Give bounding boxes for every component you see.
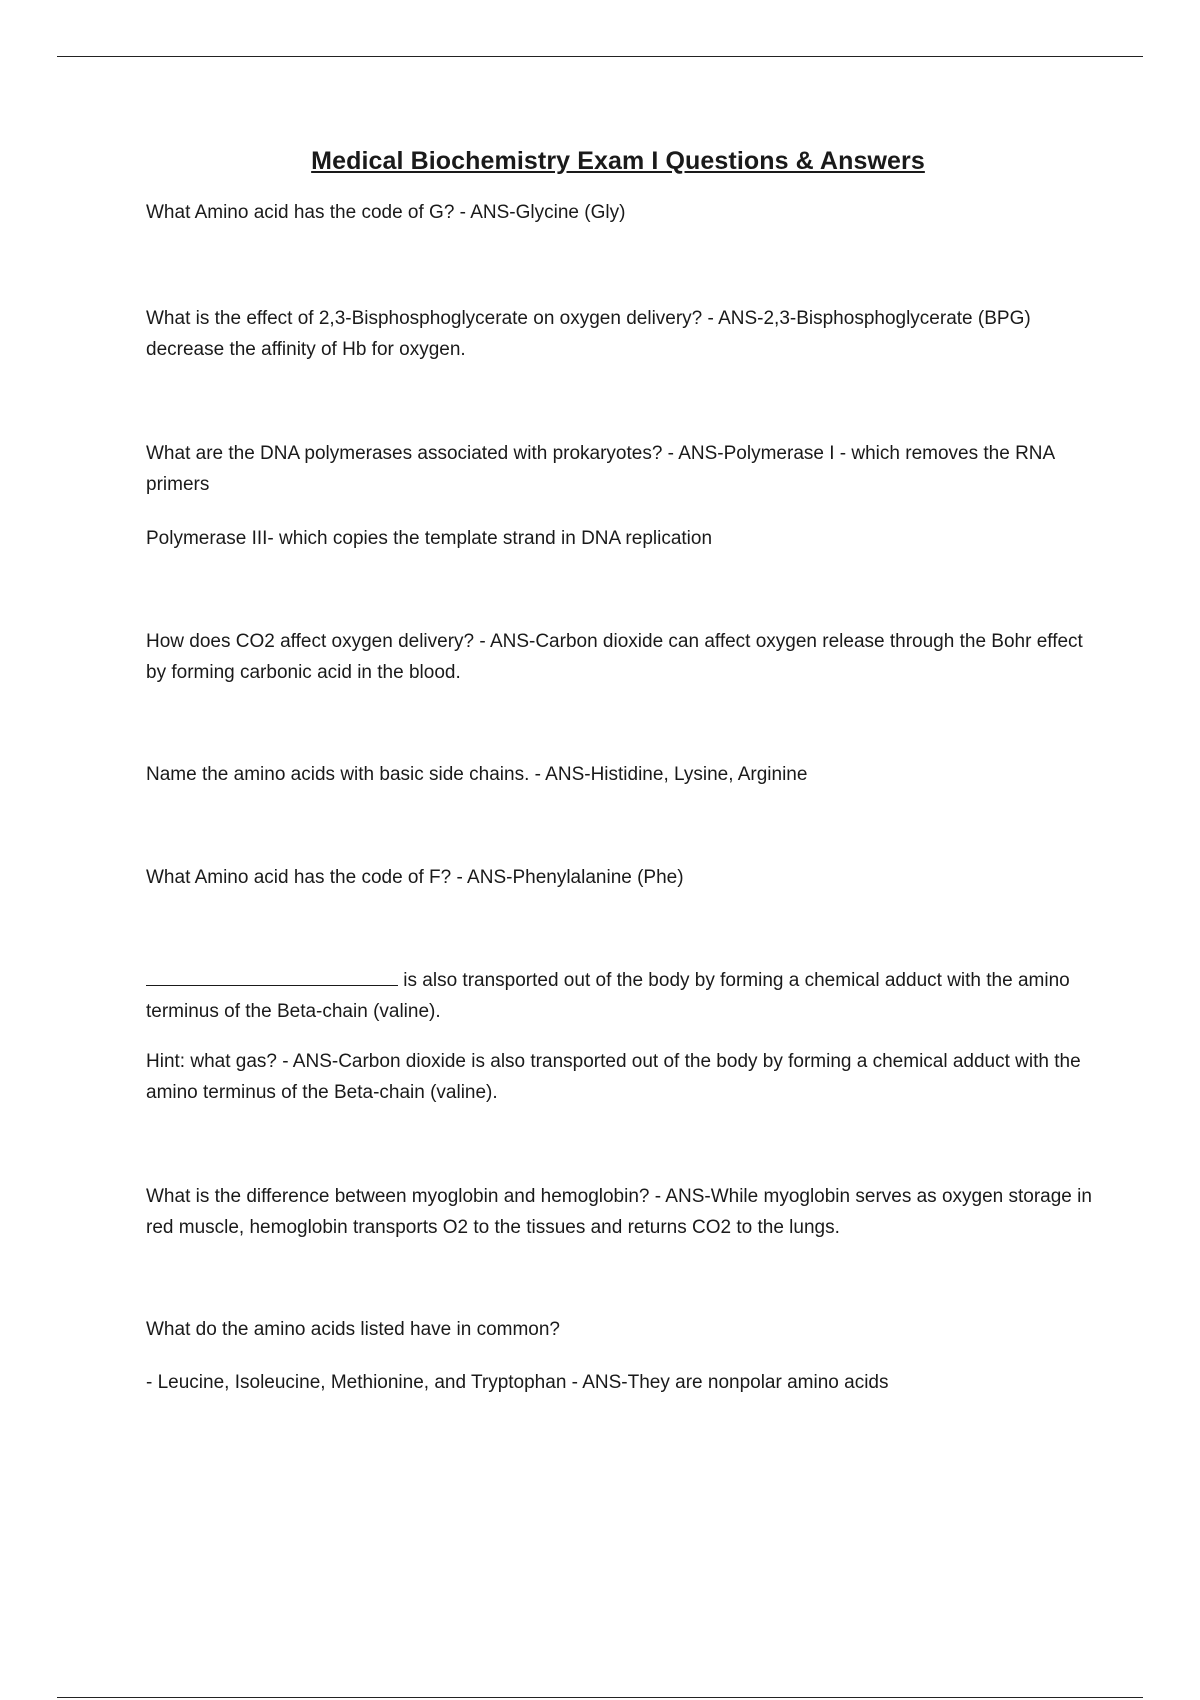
qa-item-7-hint: Hint: what gas? - ANS-Carbon dioxide is also transported out of the body by forming a chemical adduct with the amino terminus of the Beta-chain (valine). xyxy=(146,1051,1081,1103)
qa-item-1: What Amino acid has the code of G? - ANS-Glycine (Gly) xyxy=(146,202,626,223)
qa-item-5: Name the amino acids with basic side chains. - ANS-Histidine, Lysine, Arginine xyxy=(146,764,808,785)
fill-in-blank xyxy=(146,967,398,986)
qa-item-4: How does CO2 affect oxygen delivery? - ANS-Carbon dioxide can affect oxygen release through the Bohr effect by forming carbonic acid in the blood. xyxy=(146,631,1083,683)
qa-item-6: What Amino acid has the code of F? - ANS-Phenylalanine (Phe) xyxy=(146,867,684,888)
qa-item-3-continued: Polymerase III- which copies the template strand in DNA replication xyxy=(146,528,713,549)
qa-item-2: What is the effect of 2,3-Bisphosphoglycerate on oxygen delivery? - ANS-2,3-Bisphosphoglycerate (BPG) decrease the affinity of Hb for oxygen. xyxy=(146,308,1031,360)
qa-item-8: What is the difference between myoglobin and hemoglobin? - ANS-While myoglobin serves as oxygen storage in red muscle, hemoglobin transports O2 to the tissues and returns CO2 to the lungs. xyxy=(146,1186,1092,1238)
qa-item-9-answer: - Leucine, Isoleucine, Methionine, and Tryptophan - ANS-They are nonpolar amino acids xyxy=(146,1372,889,1393)
qa-item-9: What do the amino acids listed have in common? xyxy=(146,1319,560,1340)
qa-item-7 xyxy=(146,965,1096,1027)
qa-item-7-text: is also transported out of the body by forming a chemical adduct with the amino terminus of the Beta-chain (valine). xyxy=(146,970,1070,1022)
document-title: Medical Biochemistry Exam I Questions & Answers xyxy=(311,147,925,175)
qa-item-3: What are the DNA polymerases associated with prokaryotes? - ANS-Polymerase I - which removes the RNA primers xyxy=(146,443,1055,495)
top-rule xyxy=(57,56,1143,57)
bottom-rule xyxy=(57,1697,1143,1698)
